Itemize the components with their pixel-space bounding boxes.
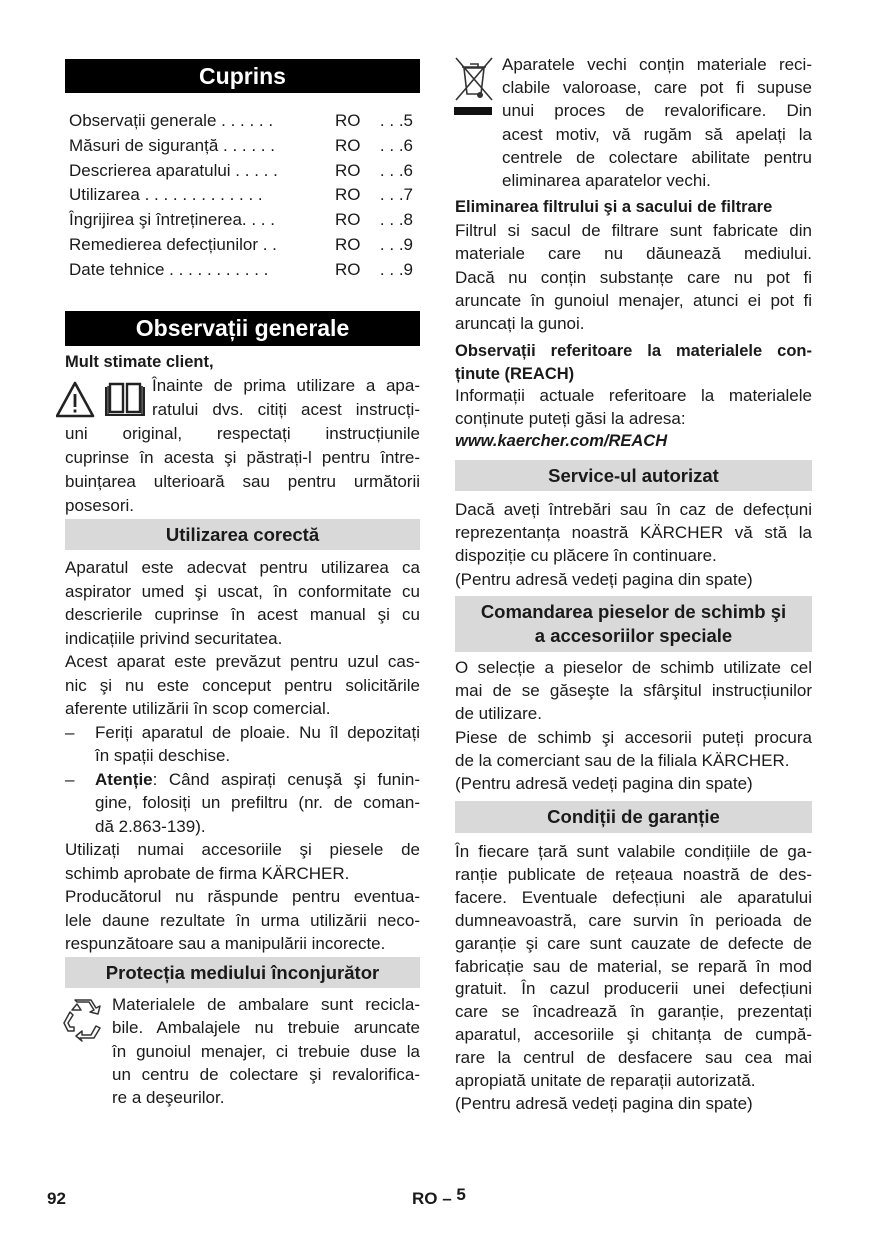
line-text: descrierile cuprinse în acest manual şi cu xyxy=(65,605,420,624)
line-text: care se încadrează în garanție, prezentați xyxy=(455,1002,812,1022)
line-text: un centru de colectare şi revalorifica- xyxy=(112,1064,420,1084)
environment-heading xyxy=(65,957,420,988)
text-line xyxy=(455,312,812,335)
list-item xyxy=(65,768,420,839)
usage-text xyxy=(65,556,420,956)
text-line xyxy=(455,910,812,933)
paragraph xyxy=(455,841,812,1093)
paragraph xyxy=(455,726,812,772)
text-line xyxy=(455,266,812,289)
text-line xyxy=(455,568,812,591)
paragraph xyxy=(455,385,812,430)
toc-heading xyxy=(65,59,420,93)
text-line xyxy=(455,289,812,312)
paragraph xyxy=(65,650,420,721)
text-line xyxy=(455,956,812,979)
text-line xyxy=(65,556,420,580)
text-line xyxy=(65,494,420,518)
line-text: nic şi nu este conceput pentru solicitările xyxy=(65,675,420,695)
line-text: dispoziție cu plăcere în continuare. xyxy=(455,546,717,566)
paragraph xyxy=(455,498,812,568)
text-line xyxy=(95,815,420,839)
line-text: cuprinse în acesta şi păstrați-l pentru între- xyxy=(65,448,420,467)
line-text: garanție şi care sunt cauzate de defecte de xyxy=(455,933,812,953)
line-text: unui proces de revalorificare. Din xyxy=(502,101,812,121)
text-line xyxy=(455,408,812,431)
text-line xyxy=(455,76,812,99)
line-text: în spații deschise. xyxy=(95,746,231,765)
toc-row xyxy=(69,233,413,258)
line-text: reprezentanța noastră KÄRCHER vă stă la xyxy=(455,523,812,543)
text-line xyxy=(455,363,812,386)
text-line xyxy=(455,702,812,725)
line-text: de la comerciant sau de la filiala KÄRCHER. xyxy=(455,750,790,770)
warranty-heading xyxy=(455,801,812,833)
line-text: Eliminarea filtrului şi a sacului de filtrare xyxy=(455,198,773,216)
toc-label: Observații generale . . . . . . xyxy=(69,111,274,130)
line-text: mai de se găseşte la sfârşitul instrucțiunilor xyxy=(455,681,812,701)
line-text: (Pentru adresă vedeți pagina din spate) xyxy=(455,1093,753,1113)
service-title: Service-ul autorizat xyxy=(548,464,719,486)
intro-text xyxy=(65,374,420,518)
text-line xyxy=(455,430,812,453)
line-text: : Când aspirați cenuşă şi funin- xyxy=(152,769,420,789)
toc-label: Descrierea aparatului . . . . . xyxy=(69,160,278,180)
line-text: Acest aparat este prevăzut pentru uzul cas- xyxy=(65,652,420,671)
line-text: Feriți aparatul de ploaie. Nu îl depozitați xyxy=(95,722,420,742)
text-line xyxy=(455,544,812,567)
paragraph xyxy=(455,430,812,453)
parts-title-line: a accesoriilor speciale xyxy=(534,625,733,646)
paragraph xyxy=(455,196,812,219)
parts-heading xyxy=(455,596,812,652)
line-text: materiale care nu dăunează mediului. xyxy=(455,244,812,264)
text-line xyxy=(65,470,420,494)
text-line xyxy=(455,521,812,544)
text-line xyxy=(455,841,812,864)
toc-label: Utilizarea . . . . . . . . . . . . . xyxy=(69,185,263,205)
text-line xyxy=(65,932,420,956)
line-text: schimb aprobate de firma KÄRCHER. xyxy=(65,863,350,883)
toc-row xyxy=(69,109,413,134)
text-line xyxy=(455,242,812,265)
line-text: re a deşeurilor. xyxy=(112,1088,225,1108)
text-line xyxy=(65,1063,420,1086)
line-text: aferente utilizării în scop comercial. xyxy=(65,699,331,718)
line-text: Aparatul este adecvat pentru utilizarea ca xyxy=(65,558,420,577)
toc-label: Date tehnice . . . . . . . . . . . xyxy=(69,259,269,279)
text-line xyxy=(65,838,420,862)
line-text: dumneavoastră, care survin în perioada de xyxy=(455,910,812,930)
text-line xyxy=(65,1086,420,1109)
paragraph xyxy=(65,838,420,885)
paragraph xyxy=(455,1093,812,1116)
line-text: clabile valoroase, care pot fi supuse xyxy=(502,78,812,98)
text-line xyxy=(455,169,812,192)
toc-row xyxy=(69,159,413,184)
line-text: uni original, respectați instrucțiunile xyxy=(65,424,420,443)
usage-title: Utilizarea corectă xyxy=(165,523,320,545)
text-line xyxy=(455,1070,812,1093)
text-line xyxy=(455,1047,812,1070)
toc-page: . . .6 xyxy=(379,135,413,155)
line-text: lele daune rezultate în urma utilizării neco- xyxy=(65,910,420,930)
text-line xyxy=(95,744,420,768)
toc-page: . . .8 xyxy=(379,210,413,230)
toc-language: RO xyxy=(335,210,361,230)
toc-language: RO xyxy=(335,160,361,180)
text-line xyxy=(455,340,812,363)
page-number: 92 xyxy=(47,1189,66,1208)
text-line xyxy=(455,1093,812,1116)
line-text: (Pentru adresă vedeți pagina din spate) xyxy=(455,569,753,589)
emphasis-label: Atenție xyxy=(95,769,153,789)
line-text: ținute (REACH) xyxy=(455,364,575,383)
line-text: apropiată unitate de reparații autorizată. xyxy=(455,1071,756,1091)
paragraph xyxy=(455,568,812,591)
line-text: dă 2.863-139). xyxy=(95,816,206,836)
text-line xyxy=(65,627,420,651)
service-heading xyxy=(455,460,812,491)
text-line xyxy=(65,1040,420,1063)
text-line xyxy=(65,862,420,886)
text-line xyxy=(455,146,812,169)
line-text: Dacă aveți întrebări sau în caz de defecțuni xyxy=(455,500,812,519)
line-text: Piese de schimb şi accesorii puteți procura xyxy=(455,727,812,747)
paragraph xyxy=(455,53,812,192)
text-line xyxy=(65,398,420,422)
text-line xyxy=(65,580,420,604)
toc-row xyxy=(69,208,413,233)
line-text: Aparatele vechi conțin materiale reci- xyxy=(502,55,812,74)
section-label xyxy=(412,1185,466,1209)
toc-page: . . .5 xyxy=(379,111,413,130)
line-text: rare la centrul de desfacere sau cea mai xyxy=(455,1048,812,1068)
text-line xyxy=(455,933,812,956)
toc-page: . . .7 xyxy=(379,185,413,205)
line-text: facere. Eventuale defecțiuni ale aparatului xyxy=(455,887,812,907)
text-line xyxy=(455,656,812,679)
section-page: 5 xyxy=(456,1185,466,1204)
line-text: ratului dvs. citiți acest instrucți- xyxy=(152,400,420,419)
reach-text xyxy=(455,340,812,453)
line-text: de utilizare. xyxy=(455,704,542,724)
line-text: respunzătoare sau a manipulării incorecte. xyxy=(65,934,386,953)
section-language: RO – xyxy=(412,1189,452,1208)
line-text: aparatul, accesoriile şi chitanța de cumpă- xyxy=(455,1025,812,1045)
text-line xyxy=(455,1024,812,1047)
text-line xyxy=(455,219,812,242)
toc-language: RO xyxy=(335,135,361,155)
toc-language: RO xyxy=(335,234,361,254)
text-line xyxy=(65,1016,420,1039)
text-line xyxy=(455,1001,812,1024)
paragraph xyxy=(455,340,812,385)
table-of-contents xyxy=(69,109,413,283)
line-text: gratuit. În cazul producerii unei defecțiuni xyxy=(455,979,812,999)
parts-title-line: Comandarea pieselor de schimb şi xyxy=(480,601,787,622)
packaging-text xyxy=(65,993,420,1109)
line-text: (Pentru adresă vedeți pagina din spate) xyxy=(455,774,753,794)
environment-title: Protecția mediului înconjurător xyxy=(105,961,380,983)
text-line xyxy=(455,196,812,219)
line-text: fabricație sau de material, se repară în mod xyxy=(455,956,812,976)
paragraph xyxy=(455,656,812,726)
paragraph xyxy=(455,219,812,335)
text-line xyxy=(455,385,812,408)
paragraph xyxy=(455,772,812,795)
line-text: în gunoiul menajer, ci trebuie duse la xyxy=(112,1041,420,1061)
line-text: bile. Ambalajele nu trebuie aruncate xyxy=(112,1018,420,1038)
text-line xyxy=(95,791,420,815)
text-line xyxy=(65,374,420,398)
text-line xyxy=(65,909,420,933)
greeting: Mult stimate client, xyxy=(65,353,214,371)
warranty-title: Condiții de garanție xyxy=(547,806,720,827)
text-line xyxy=(455,749,812,772)
toc-page: . . .6 xyxy=(379,160,413,180)
text-line xyxy=(455,99,812,122)
toc-label: Îngrijirea şi întreținerea. . . . xyxy=(69,210,275,230)
paragraph xyxy=(65,374,420,518)
list-item xyxy=(65,721,420,768)
line-text: aruncate în gunoiul menajer, atunci ei pot fi xyxy=(455,290,812,310)
text-line xyxy=(65,674,420,698)
text-line xyxy=(455,864,812,887)
text-line xyxy=(65,885,420,909)
old-devices-text xyxy=(455,53,812,192)
paragraph xyxy=(65,556,420,650)
text-line xyxy=(455,772,812,795)
line-text: posesori. xyxy=(65,496,134,515)
line-text: Producătorul nu răspunde pentru eventua- xyxy=(65,887,420,906)
line-text: acest motiv, vă rugăm să apelați la xyxy=(502,124,812,144)
text-line xyxy=(65,650,420,674)
text-line xyxy=(455,53,812,76)
text-line xyxy=(455,726,812,749)
line-text: Dacă nu conțin substanțe care nu pot fi xyxy=(455,267,812,287)
line-text: www.kaercher.com/REACH xyxy=(455,432,668,450)
text-line xyxy=(455,887,812,910)
text-line xyxy=(95,768,420,792)
line-text: Înainte de prima utilizare a apa- xyxy=(152,376,420,395)
general-title: Observații generale xyxy=(135,315,350,341)
usage-heading xyxy=(65,519,420,550)
list-bullet: – xyxy=(65,722,75,742)
toc-language: RO xyxy=(335,185,361,205)
parts-text xyxy=(455,656,812,795)
warranty-text xyxy=(455,841,812,1116)
list-bullet: – xyxy=(65,769,75,789)
paragraph xyxy=(65,885,420,956)
line-text: eliminarea aparatelor vechi. xyxy=(502,171,711,191)
text-line xyxy=(65,697,420,721)
line-text: ranție publicate de rețeaua noastră de des- xyxy=(455,864,812,884)
text-line xyxy=(455,123,812,146)
toc-row xyxy=(69,258,413,283)
toc-row xyxy=(69,183,413,208)
toc-title: Cuprins xyxy=(199,62,286,89)
paragraph xyxy=(65,993,420,1109)
text-line xyxy=(455,978,812,1001)
line-text: conținute puteți găsi la adresa: xyxy=(455,408,686,428)
line-text: buințarea ulterioară sau pentru următorii xyxy=(65,472,420,491)
toc-label: Remedierea defecțiunilor . . xyxy=(69,234,277,254)
line-text: aspirator umed şi uscat, în conformitate cu xyxy=(65,581,420,601)
toc-row xyxy=(69,134,413,159)
filter-disposal-text xyxy=(455,196,812,335)
text-line xyxy=(65,603,420,627)
text-line xyxy=(65,446,420,470)
general-heading xyxy=(65,311,420,346)
line-text: indicațiile privind securitatea. xyxy=(65,628,283,648)
line-text: În fiecare țară sunt valabile condițiile de ga- xyxy=(455,842,812,861)
service-text xyxy=(455,498,812,591)
text-line xyxy=(65,422,420,446)
toc-language: RO xyxy=(335,111,361,130)
toc-page: . . .9 xyxy=(379,234,413,254)
text-line xyxy=(95,721,420,745)
text-line xyxy=(65,993,420,1016)
text-line xyxy=(455,498,812,521)
toc-language: RO xyxy=(335,259,361,279)
line-text: Observații referitoare la materialele con- xyxy=(455,342,812,360)
toc-page: . . .9 xyxy=(379,259,413,279)
line-text: aruncați la gunoi. xyxy=(455,314,585,334)
line-text: Materialele de ambalare sunt recicla- xyxy=(112,995,420,1014)
line-text: Informații actuale referitoare la materialele xyxy=(455,386,812,405)
line-text: O selecție a pieselor de schimb utilizate cel xyxy=(455,658,812,677)
line-text: Utilizați numai accesoriile şi piesele de xyxy=(65,840,420,859)
line-text: gine, folosiți un prefiltru (nr. de coman- xyxy=(95,793,420,812)
toc-label: Măsuri de siguranță . . . . . . xyxy=(69,135,275,155)
line-text: Filtrul si sacul de filtrare sunt fabricate din xyxy=(455,221,812,241)
line-text: centrele de colectare abilitate pentru xyxy=(502,147,812,167)
text-line xyxy=(455,679,812,702)
